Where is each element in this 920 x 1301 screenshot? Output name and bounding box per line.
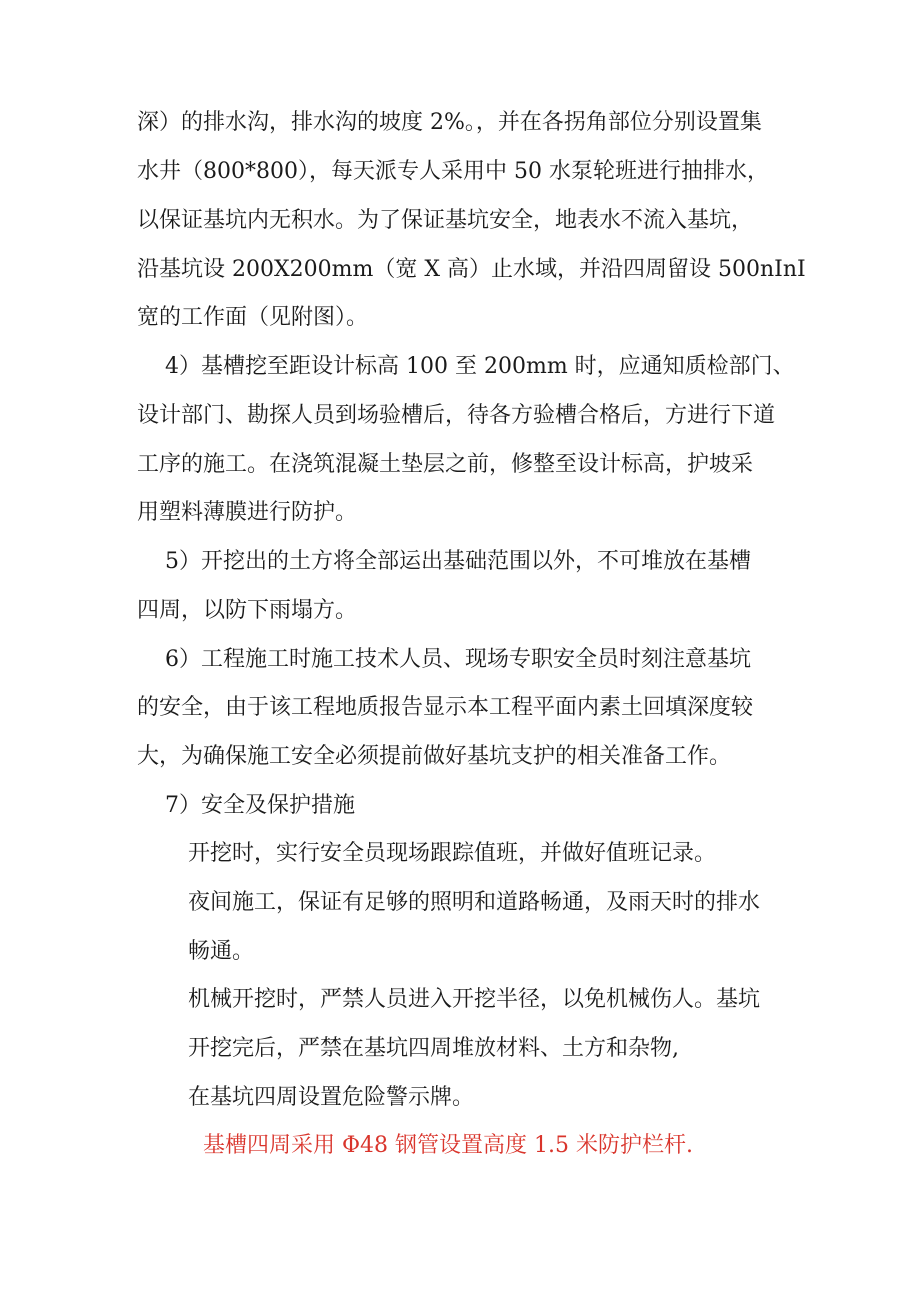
text-line: 深）的排水沟，排水沟的坡度 2%。，并在各拐角部位分别设置集 [137,110,762,135]
safety-measure-line: 开挖时，实行安全员现场跟踪值班，并做好值班记录。 [188,841,717,866]
text-line: 工序的施工。在浇筑混凝土垫层之前，修整至设计标高，护坡采 [137,452,754,477]
safety-measure-line: 机械开挖时，严禁人员进入开挖半径，以免机械伤人。基坑 [188,987,761,1012]
text-line: 沿基坑设 200X200mm（宽 X 高）止水域，并沿四周留设 500nInI [137,257,806,282]
text-line: 用塑料薄膜进行防护。 [137,500,358,525]
item-5-heading-line: 5）开挖出的土方将全部运出基础范围以外，不可堆放在基槽 [165,549,751,574]
text-line: 的安全，由于该工程地质报告显示本工程平面内素土回填深度较 [137,695,754,720]
item-7-heading: 7）安全及保护措施 [165,793,355,818]
safety-measure-line: 畅通。 [188,939,255,964]
item-6-heading-line: 6）工程施工时施工技术人员、现场专职安全员时刻注意基坑 [165,647,751,672]
text-line: 宽的工作面（见附图）。 [137,305,369,330]
text-line: 以保证基坑内无积水。为了保证基坑安全，地表水不流入基坑， [137,208,754,233]
text-line: 水井（800*800），每天派专人采用中 50 水泵轮班进行抽排水， [137,159,769,184]
safety-measure-line: 夜间施工，保证有足够的照明和道路畅通，及雨天时的排水 [188,890,761,915]
highlighted-note: 基槽四周采用 Φ48 钢管设置高度 1.5 米防护栏杆. [203,1133,693,1158]
item-4-heading-line: 4）基槽挖至距设计标高 100 至 200mm 时，应通知质检部门、 [165,354,795,379]
safety-measure-line: 在基坑四周设置危险警示牌。 [188,1085,475,1110]
text-line: 四周，以防下雨塌方。 [137,598,358,623]
text-line: 设计部门、勘探人员到场验槽后，待各方验槽合格后，方进行下道 [137,403,776,428]
text-line: 大，为确保施工安全必须提前做好基坑支护的相关准备工作。 [137,744,732,769]
safety-measure-line: 开挖完后，严禁在基坑四周堆放材料、土方和杂物, [188,1036,679,1061]
